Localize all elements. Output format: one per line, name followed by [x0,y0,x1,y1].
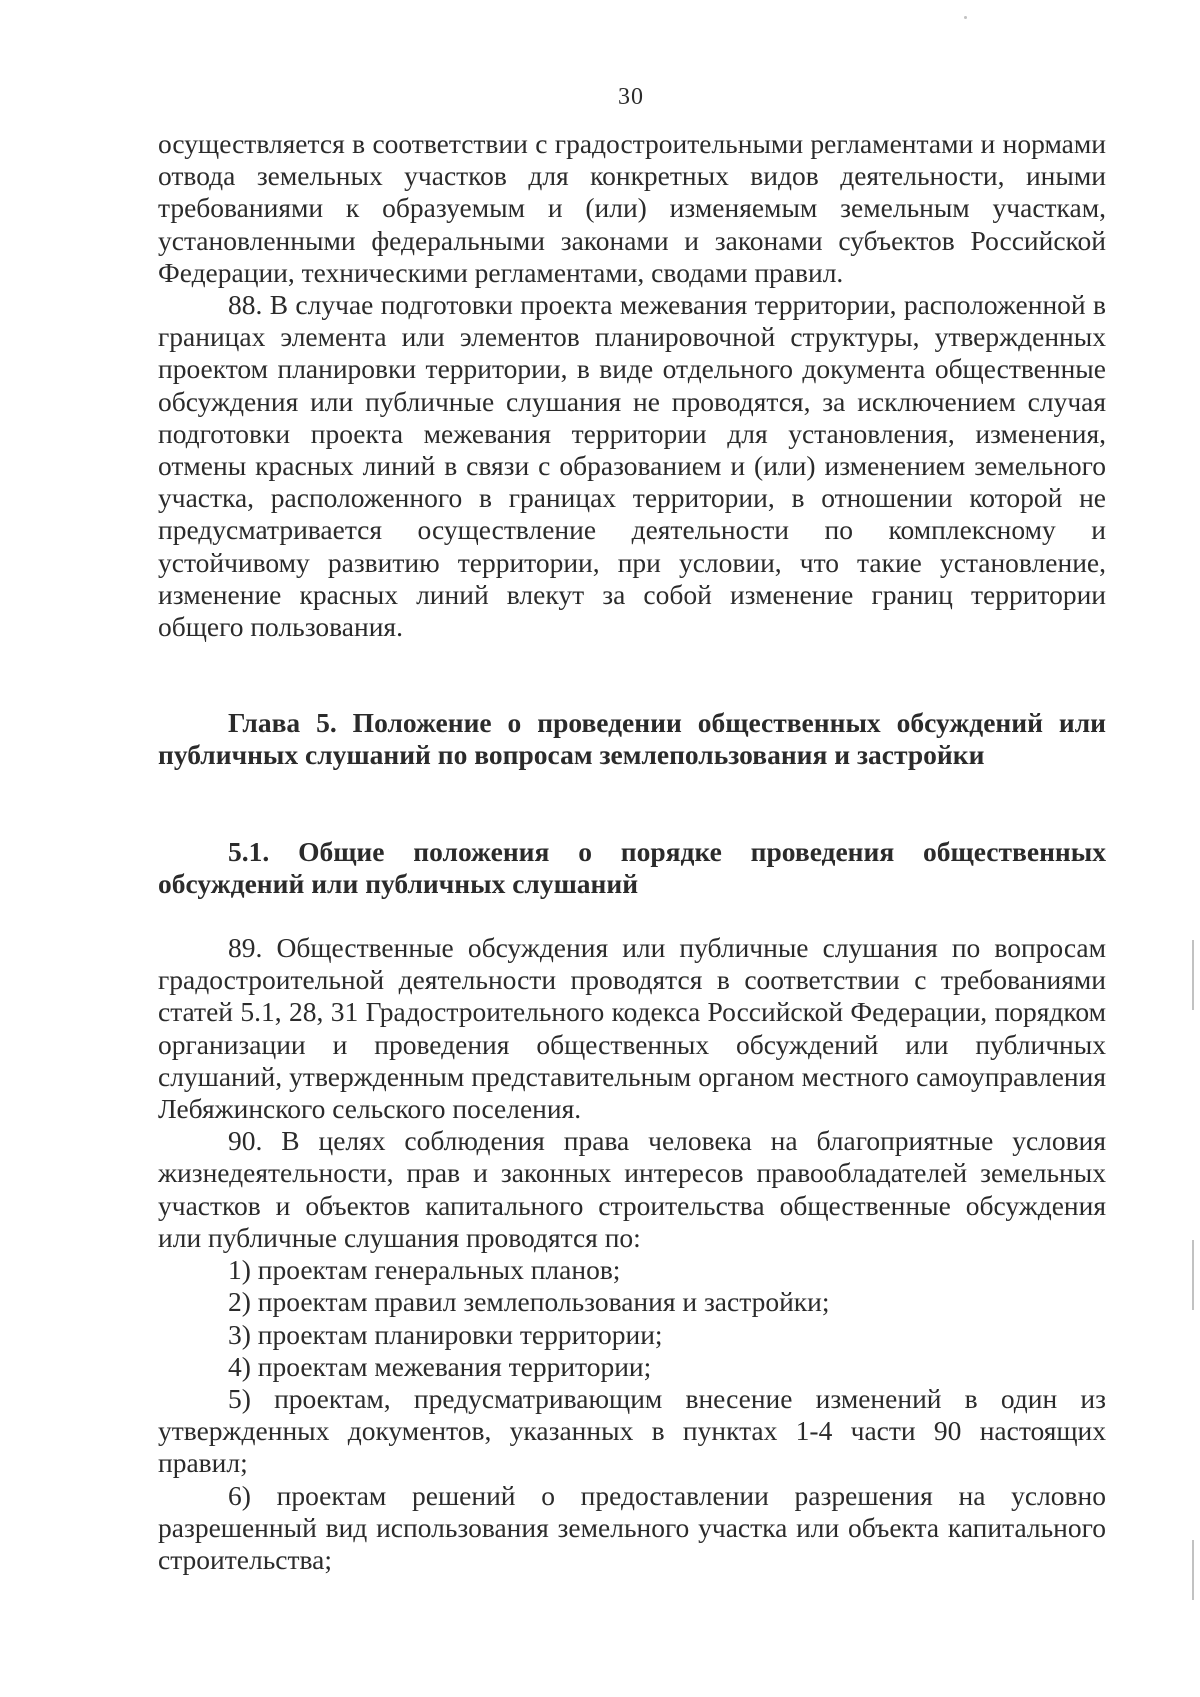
paragraph-90: 90. В целях соблюдения права человека на благоприятные условия жизнедеятельности, прав и законных интересов правообладателей земельных участков и объектов капитального строительства общественные обсуждения или публичные слушания проводятся по: [158,1125,1106,1253]
scan-artifact [1192,940,1194,1010]
document-body [158,128,1106,1576]
list-item: 2) проектам правил землепользования и застройки; [228,1286,830,1318]
list-item: 5) проектам, предусматривающим внесение изменений в один из утвержденных документов, указанных в пунктах 1-4 части 90 настоящих правил; [158,1382,1106,1479]
list-item: 6) проектам решений о предоставлении разрешения на условно разрешенный вид использования земельного участка или объекта капитального строительства; [158,1479,1106,1575]
list-item: 1) проектам генеральных планов; [228,1254,621,1286]
paragraph-88: 88. В случае подготовки проекта межевания территории, расположенной в границах элемента или элементов планировочной структуры, утвержденных проектом планировки территории, в виде отдельного документа общественные обсуждения или публичные слушания не проводятся, за исключением случая подготовки проекта межевания территории для установления, изменения, отмены красных линий в связи с образованием и (или) изменением земельного участка, расположенного в границах территории, в отношении которой не предусматривается осуществление деятельности по комплексному и устойчивому развитию территории, при условии, что такие установление, изменение красных линий влекут за собой изменение границ территории общего пользования. [158,289,1106,643]
list-item: 4) проектам межевания территории; [228,1350,652,1382]
scan-dot [964,16,967,19]
scan-artifact [1192,1540,1194,1600]
paragraph-continuation: осуществляется в соответствии с градостроительными регламентами и нормами отвода земельных участков для конкретных видов деятельности, иными требованиями к образуемым и (или) изменяемым земельным участкам, установленными федеральными законами и законами субъектов Российской Федерации, техническими регламентами, сводами правил. [158,128,1106,288]
paragraph-89: 89. Общественные обсуждения или публичные слушания по вопросам градостроительной деятельности проводятся в соответствии с требованиями статей 5.1, 28, 31 Градостроительного кодекса Российской Федерации, порядком организации и проведения общественных обсуждений или публичных слушаний, утвержденным представительным органом местного самоуправления Лебяжинского сельского поселения. [158,932,1106,1125]
list-item: 3) проектам планировки территории; [228,1318,663,1350]
page-number: 30 [618,84,644,110]
chapter-title: Глава 5. Положение о проведении общественных обсуждений или публичных слушаний по вопросам землепользования и застройки [158,707,1106,771]
section-title: 5.1. Общие положения о порядке проведения общественных обсуждений или публичных слушаний [158,835,1106,899]
scan-artifact [1192,1240,1194,1310]
